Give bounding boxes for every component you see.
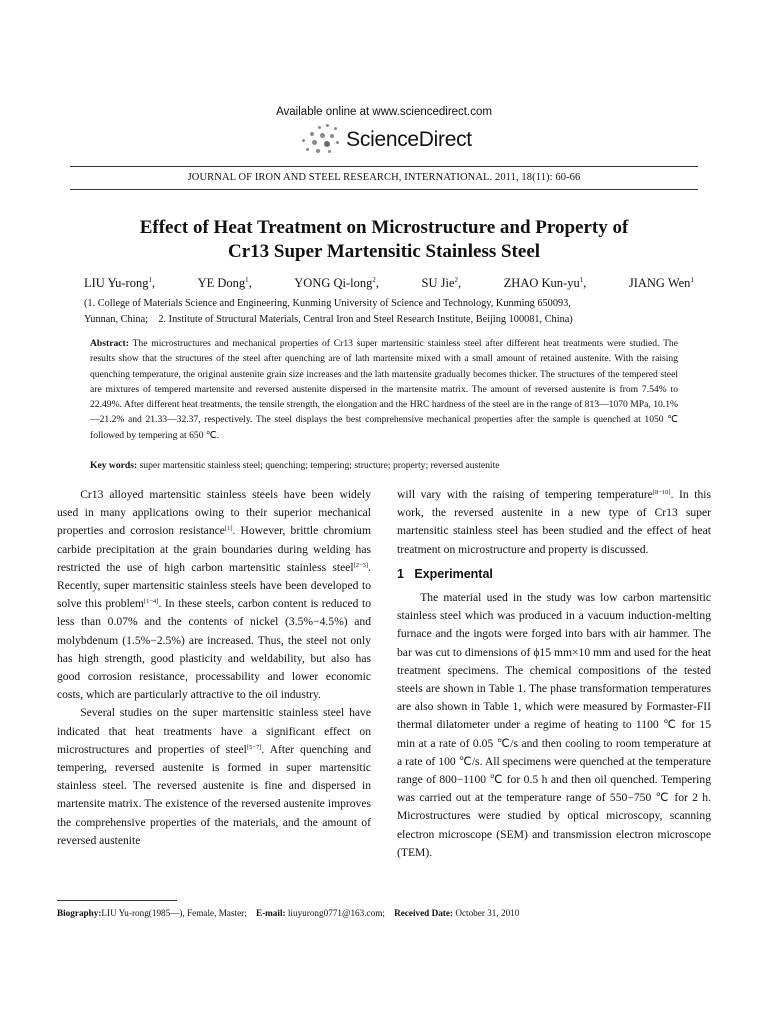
author-list [84,276,694,291]
abstract-text: The microstructures and mechanical properties of Cr13 super martensitic stainless steel after different heat treatments were studied. The results show that the structures of the steel after quenching are of lath martensite mixed with a small amount of retained austenite. With the raising quenching temperature, the original austenite grain size increases and the lath martensite gradually becomes thicker. The structures of the tempered steel are mixtures of tempered martensite and reversed austenite dispersed in the martensite matrix. The amount of reversed austenite is from 7.54% to 22.49%. After different heat treatments, the tensile strength, the elongation and the HRC hardness of the steel are in the range of 813—1070 MPa, 10.1%—21.2% and 21.33—32.37, respectively. The steel displays the best comprehensive mechanical properties after the sample is quenched at 1050 ℃ followed by tempering at 650 ℃. [90,338,678,441]
abstract [90,336,678,443]
affiliation-line-1: (1. College of Materials Science and Engineering, Kunming University of Science and Technology, Kunming 650093, [84,298,571,309]
available-online-line: Available online at www.sciencedirect.com [276,106,492,118]
paragraph: will vary with the raising of tempering temperature[8−10]. In this work, the reversed austenite in a new type of Cr13 super martensitic stainless steel has been studied and the effect of heat treatment on microstructure and property is discussed. [397,488,711,556]
author: YE Dong$^1$, [197,276,252,291]
footnote: Biography:LIU Yu-rong(1985—), Female, Master; E-mail: liuyurong0771@163.com; Received Date: October 31, 2010 [57,908,520,918]
paragraph: The material used in the study was low carbon martensitic stainless steel which was produced in a vacuum induction-melting furnace and the ingots were forged into bars with air hammer. The bar was cut to dimensions of ϕ15 mm×10 mm and used for the heat treatment specimens. The chemical compositions of the tested steels are shown in Table 1. The phase transformation temperatures are also shown in Table 1, which were measured by Formaster-FII thermal dilatometer under a regime of heating to 1100 ℃ for 15 min at a rate of 0.05 ℃/s and then cooling to room temperature at a rate of 100 ℃/s. All specimens were quenched at the temperature range of 800−1100 ℃ for 0.5 h and then oil quenched. Tempering was carried out at the temperature range of 550−750 ℃ for 2 h. Microstructures were studied by optical microscopy, scanning electron microscope (SEM) and transmission electron microscope (TEM). [397,591,711,859]
author: SU Jie$^2$, [421,276,462,291]
sciencedirect-logo [0,124,768,156]
body-column-left [57,486,371,850]
author-email: liuyurong0771@163.com; [287,908,385,918]
keywords-label: Key words: [90,460,138,471]
author: LIU Yu-rong$^1$, [84,276,156,291]
section-heading-experimental: 1 Experimental [397,566,493,581]
footnote-divider [57,900,177,901]
paper-title-line-1: Effect of Heat Treatment on Microstructure and Property of [139,217,629,238]
author: YONG Qi-long$^2$, [294,276,380,291]
author: ZHAO Kun-$yu^1$, [503,276,587,291]
paragraph: Cr13 alloyed martensitic stainless steels have been widely used in many applications owing to their superior mechanical properties and corrosion resistance[1]. However, brittle chromium carbide precipitation at the grain boundaries during welding has restricted the use of high carbon martensitic stainless steel[2−3]. Recently, super martensitic stainless steels have been developed to solve this problem[1−4]. In these steels, carbon content is reduced to less than 0.07% and the contents of nickel (3.5%−4.5%) and molybdenum (1.5%−2.5%) are increased. Thus, the steel not only has high strength, good plasticity and weldability, but also has good corrosion resistance, processability and lower economic costs, which are particularly attractive to the oil industry. [57,488,371,702]
paper-title-line-2: Cr13 Super Martensitic Stainless Steel [227,241,541,262]
author: JIANG Wen$^1$ [628,276,694,291]
affiliation-line-2: Yunnan, China; 2. Institute of Structural Materials, Central Iron and Steel Research Institute, Beijing 100081, China) [84,314,573,325]
paper-title [60,216,708,264]
paragraph: Several studies on the super martensitic stainless steel have indicated that heat treatments have a significant effect on microstructures and properties of steel[5−7]. After quenching and tempering, reversed austenite is formed in super martensitic stainless steel. The reversed austenite is fine and dispersed in martensite matrix. The existence of the reversed austenite improves the comprehensive properties of the materials, and the amount of reversed austenite [57,706,371,847]
sciencedirect-brand: ScienceDirect [346,128,472,151]
journal-citation-line: JOURNAL OF IRON AND STEEL RESEARCH, INTERNATIONAL. 2011, 18(11): 60-66 [70,166,698,190]
keywords [90,458,678,473]
sciencedirect-dots-icon [296,124,342,156]
affiliations [84,296,694,328]
body-column-right [397,486,711,862]
abstract-label: Abstract: [90,338,129,349]
keywords-text: super martensitic stainless steel; quenching; tempering; structure; property; reversed austenite [139,460,500,471]
